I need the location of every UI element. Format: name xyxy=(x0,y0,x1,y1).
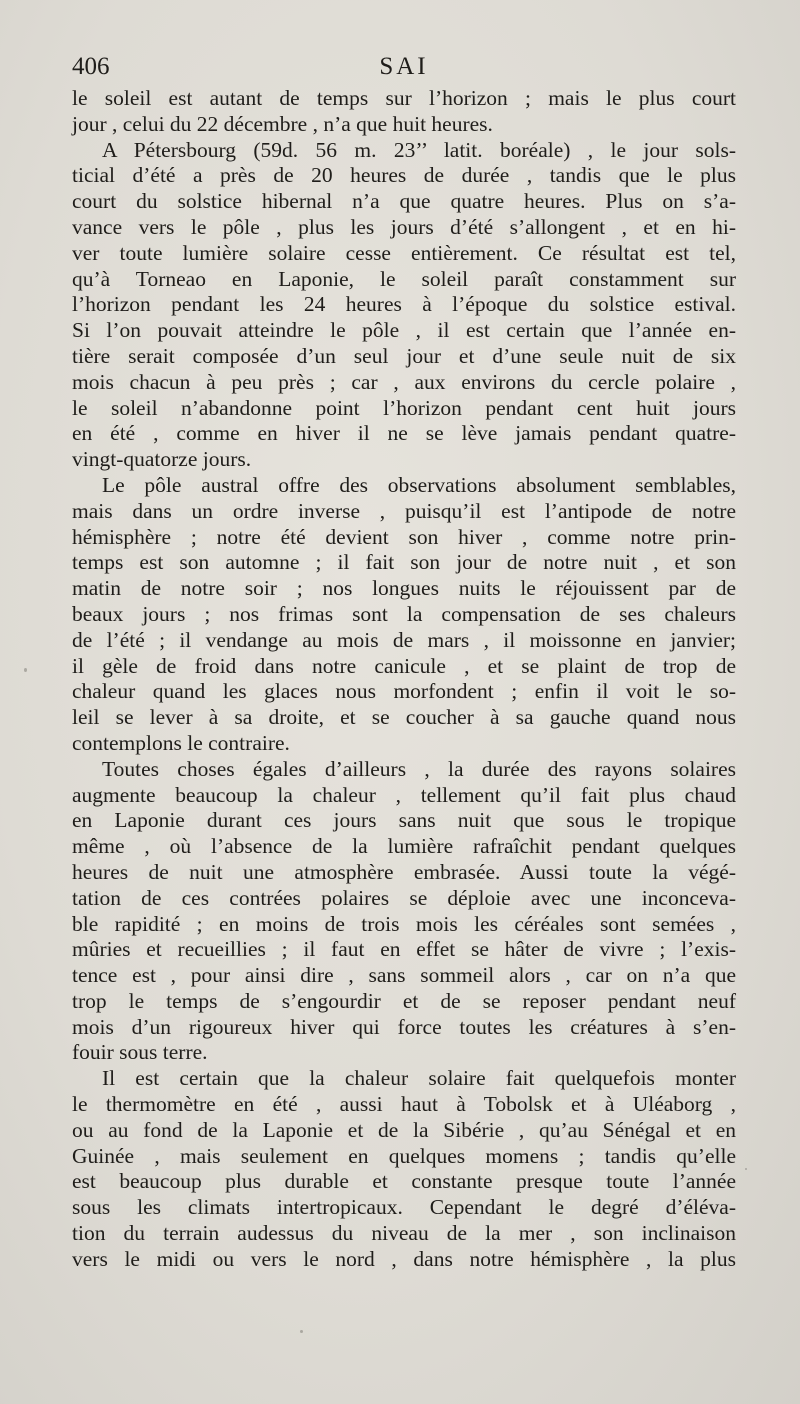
text-line: mûries et recueillies ; il faut en effet se hâter de vivre ; l’exis- xyxy=(72,937,736,962)
text-line: tion du terrain audessus du niveau de la mer , son inclinaison xyxy=(72,1221,736,1246)
text-line: augmente beaucoup la chaleur , tellement qu’il fait plus chaud xyxy=(72,782,736,807)
text-line: en été , comme en hiver il ne se lève jamais pendant quatre- xyxy=(72,421,736,446)
text-line: Guinée , mais seulement en quelques momens ; tandis qu’elle xyxy=(72,1143,736,1168)
text-line: le thermomètre en été , aussi haut à Tobolsk et à Uléaborg , xyxy=(72,1092,736,1117)
text-line: le soleil est autant de temps sur l’horizon ; mais le plus court xyxy=(72,86,736,110)
text-line: ver toute lumière solaire cesse entièrement. Ce résultat est tel, xyxy=(72,240,736,265)
text-line: beaux jours ; nos frimas sont la compensation de ses chaleurs xyxy=(72,601,736,626)
page-number: 406 xyxy=(72,53,110,80)
text-line: est beaucoup plus durable et constante presque toute l’année xyxy=(72,1169,736,1194)
text-line: trop le temps de s’engourdir et de se reposer pendant neuf xyxy=(72,988,736,1013)
body-text xyxy=(72,86,736,1273)
text-line: l’horizon pendant les 24 heures à l’époque du solstice estival. xyxy=(72,292,736,317)
text-line: Si l’on pouvait atteindre le pôle , il est certain que l’année en- xyxy=(72,318,736,343)
text-line: leil se lever à sa droite, et se coucher à sa gauche quand nous xyxy=(72,705,736,730)
text-line: hémisphère ; notre été devient son hiver , comme notre prin- xyxy=(72,524,736,549)
text-line: contemplons le contraire. xyxy=(72,730,290,755)
text-line: ou au fond de la Laponie et de la Sibérie , qu’au Sénégal et en xyxy=(72,1117,736,1142)
paper-speck xyxy=(300,1330,303,1333)
running-head xyxy=(72,50,736,84)
text-line: il gèle de froid dans notre canicule , et se plaint de trop de xyxy=(72,653,736,678)
text-line: court du solstice hibernal n’a que quatre heures. Plus on s’a- xyxy=(72,189,736,214)
text-line: en Laponie durant ces jours sans nuit que sous le tropique xyxy=(72,808,736,833)
text-line: qu’à Torneao en Laponie, le soleil paraît constamment sur xyxy=(72,266,736,291)
text-line: fouir sous terre. xyxy=(72,1040,208,1065)
text-line: vance vers le pôle , plus les jours d’été s’allongent , et en hi- xyxy=(72,214,736,239)
paper-speck xyxy=(24,668,27,672)
text-line: mois chacun à peu près ; car , aux environs du cercle polaire , xyxy=(72,369,736,394)
text-line: même , où l’absence de la lumière rafraîchit pendant quelques xyxy=(72,834,736,859)
paragraph-first-line: Toutes choses égales d’ailleurs , la durée des rayons solaires xyxy=(102,756,736,781)
text-line: mois d’un rigoureux hiver qui force toutes les créatures à s’en- xyxy=(72,1014,736,1039)
text-line: tière serait composée d’un seul jour et d’une seule nuit de six xyxy=(72,343,736,368)
text-line: tation de ces contrées polaires se déploie avec une inconceva- xyxy=(72,885,736,910)
text-line: tence est , pour ainsi dire , sans sommeil alors , car on n’a que xyxy=(72,963,736,988)
paragraph-first-line: Le pôle austral offre des observations absolument semblables, xyxy=(102,472,736,497)
text-line: mais dans un ordre inverse , puisqu’il est l’antipode de notre xyxy=(72,498,736,523)
paragraph-first-line: Il est certain que la chaleur solaire fait quelquefois monter xyxy=(102,1066,736,1091)
text-line: heures de nuit une atmosphère embrasée. Aussi toute la végé- xyxy=(72,859,736,884)
text-line: chaleur quand les glaces nous morfondent ; enfin il voit le so- xyxy=(72,679,736,704)
text-line: sous les climats intertropicaux. Cependant le degré d’éléva- xyxy=(72,1195,736,1220)
text-line: de l’été ; il vendange au mois de mars , il moissonne en janvier; xyxy=(72,627,736,652)
text-line: vingt-quatorze jours. xyxy=(72,447,252,472)
paragraph-first-line: A Pétersbourg (59d. 56 m. 23’’ latit. boréale) , le jour sols- xyxy=(102,137,736,162)
running-title: SAI xyxy=(379,53,429,80)
text-line: ticial d’été a près de 20 heures de durée , tandis que le plus xyxy=(72,163,736,188)
paper-speck xyxy=(745,1168,747,1170)
text-line: jour , celui du 22 décembre , n’a que huit heures. xyxy=(72,111,493,136)
text-line: ble rapidité ; en moins de trois mois les céréales sont semées , xyxy=(72,911,736,936)
text-line: vers le midi ou vers le nord , dans notre hémisphère , la plus xyxy=(72,1246,736,1271)
text-line: le soleil n’abandonne point l’horizon pendant cent huit jours xyxy=(72,395,736,420)
text-line: matin de notre soir ; nos longues nuits le réjouissent par de xyxy=(72,576,736,601)
text-line: temps est son automne ; il fait son jour de notre nuit , et son xyxy=(72,550,736,575)
